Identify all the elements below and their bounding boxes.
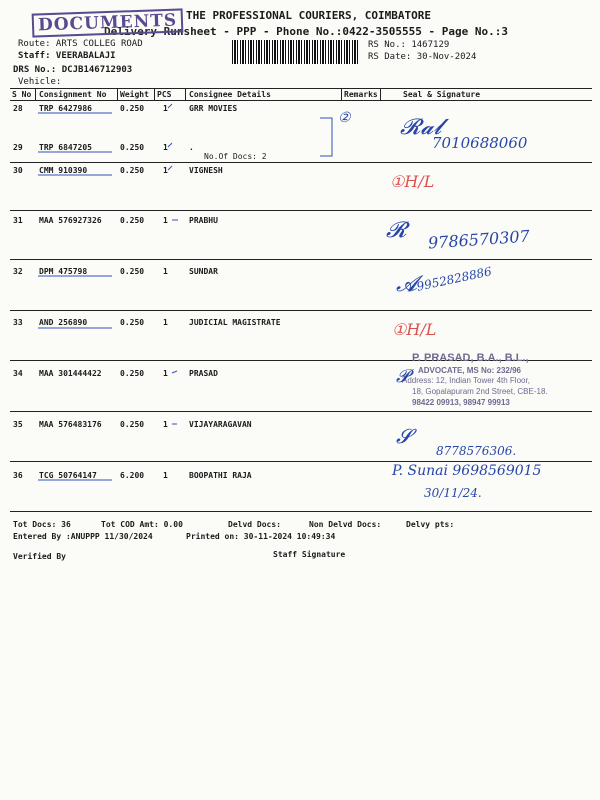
route-label: Route: ARTS COLLEG ROAD bbox=[18, 39, 143, 49]
lawyer-phones: 98422 09913, 98947 99913 bbox=[412, 398, 510, 407]
delvy-pts: Delvy pts: bbox=[406, 520, 455, 529]
verified-by: Verified By bbox=[13, 552, 66, 561]
signature-36: P. Sunai 9698569015 bbox=[392, 463, 542, 479]
row-sno: 34 bbox=[13, 369, 23, 378]
tot-docs: Tot Docs: 36 bbox=[13, 520, 71, 529]
row-pcs: 1 bbox=[163, 420, 168, 429]
phone-32: 9952828886 bbox=[415, 264, 493, 294]
row-consignment: TRP 6427986 bbox=[39, 104, 92, 113]
phone-31: 9786570307 bbox=[427, 226, 531, 253]
row-pcs: 1 bbox=[163, 216, 168, 225]
row-weight: 0.250 bbox=[120, 420, 145, 429]
col-seal: Seal & Signature bbox=[403, 90, 481, 99]
row-pcs: 1 bbox=[163, 318, 168, 327]
row-consignment: TRP 6847205 bbox=[39, 143, 92, 152]
lawyer-address-1: Address: 12, Indian Tower 4th Floor, bbox=[402, 376, 530, 385]
row-consignee: GRR MOVIES bbox=[189, 104, 238, 113]
row-pcs: 1 bbox=[163, 471, 168, 480]
row-consignee: SUNDAR bbox=[189, 267, 218, 276]
row-consignment: AND 256890 bbox=[39, 318, 88, 327]
vehicle-label: Vehicle: bbox=[18, 77, 62, 87]
documents-stamp: DOCUMENTS bbox=[32, 8, 184, 37]
hl-mark-30: ①H/L bbox=[390, 172, 435, 191]
row-consignment: MAA 576483176 bbox=[39, 420, 102, 429]
row-pcs: 1 bbox=[163, 369, 168, 378]
row-weight: 6.200 bbox=[120, 471, 145, 480]
rs-number: RS No.: 1467129 bbox=[368, 40, 450, 50]
remark-circle-mark: ② bbox=[338, 110, 351, 126]
row-sno: 30 bbox=[13, 166, 23, 175]
staff-signature: Staff Signature bbox=[273, 550, 346, 559]
phone-35: 8778576306. bbox=[436, 444, 517, 458]
row-consignee: BOOPATHI RAJA bbox=[189, 471, 252, 480]
drs-number: DRS No.: DCJB146712903 bbox=[13, 65, 133, 75]
row-sno: 35 bbox=[13, 420, 23, 429]
lawyer-title: ADVOCATE, MS No: 232/96 bbox=[418, 366, 521, 375]
row-weight: 0.250 bbox=[120, 143, 145, 152]
col-sno: S No bbox=[12, 90, 32, 99]
row-sno: 31 bbox=[13, 216, 23, 225]
row-consignment: DPM 475798 bbox=[39, 267, 88, 276]
date-36: 30/11/24. bbox=[424, 486, 482, 500]
row-pcs: 1 bbox=[163, 104, 168, 113]
row-consignment: MAA 576927326 bbox=[39, 216, 102, 225]
staff-label: Staff: VEERABALAJI bbox=[18, 51, 116, 61]
col-weight: Weight bbox=[120, 90, 149, 99]
bracket-mark bbox=[320, 118, 332, 156]
company-name: THE PROFESSIONAL COURIERS, COIMBATORE bbox=[186, 9, 432, 22]
row-weight: 0.250 bbox=[120, 318, 145, 327]
printed-on: Printed on: 30-11-2024 10:49:34 bbox=[186, 532, 336, 541]
col-remarks: Remarks bbox=[344, 90, 378, 99]
row-consignee: PRABHU bbox=[189, 216, 218, 225]
phone-28: 7010688060 bbox=[432, 134, 528, 152]
docs-count-note: No.Of Docs: 2 bbox=[204, 152, 267, 161]
signature-35: 𝓢 bbox=[396, 424, 412, 448]
lawyer-name: P. PRASAD, B.A., B.L., bbox=[412, 352, 529, 364]
rs-date: RS Date: 30-Nov-2024 bbox=[368, 52, 477, 62]
row-weight: 0.250 bbox=[120, 104, 145, 113]
row-sno: 28 bbox=[13, 104, 23, 113]
row-weight: 0.250 bbox=[120, 369, 145, 378]
signature-28: 𝓡𝓪𝓵 bbox=[400, 115, 442, 140]
col-consignee: Consignee Details bbox=[189, 90, 271, 99]
row-consignee: VIGNESH bbox=[189, 166, 223, 175]
row-pcs: 1 bbox=[163, 143, 168, 152]
row-consignee: . bbox=[189, 143, 194, 152]
row-pcs: 1 bbox=[163, 166, 168, 175]
delvd-docs: Delvd Docs: bbox=[228, 520, 281, 529]
entered-by: Entered By :ANUPPP 11/30/2024 bbox=[13, 532, 153, 541]
lawyer-address-2: 18, Gopalapuram 2nd Street, CBE-18. bbox=[412, 387, 548, 396]
signature-31: 𝓡 bbox=[386, 218, 407, 243]
signature-32: 𝓐 bbox=[396, 272, 418, 297]
signature-34: 𝓟 bbox=[396, 366, 409, 387]
row-sno: 33 bbox=[13, 318, 23, 327]
tick-mark bbox=[168, 166, 172, 170]
row-sno: 32 bbox=[13, 267, 23, 276]
dash-mark bbox=[172, 371, 177, 373]
row-pcs: 1 bbox=[163, 267, 168, 276]
row-consignment: CMM 910390 bbox=[39, 166, 88, 175]
col-consignment: Consignment No bbox=[39, 90, 107, 99]
non-delvd-docs: Non Delvd Docs: bbox=[309, 520, 382, 529]
row-sno: 36 bbox=[13, 471, 23, 480]
runsheet-title: Delivery Runsheet - PPP - Phone No.:0422-3505555 - Page No.:3 bbox=[104, 25, 508, 38]
tick-mark bbox=[168, 104, 172, 108]
row-consignee: PRASAD bbox=[189, 369, 218, 378]
tot-cod: Tot COD Amt: 0.00 bbox=[101, 520, 183, 529]
hl-mark-33: ①H/L bbox=[392, 320, 437, 339]
row-sno: 29 bbox=[13, 143, 23, 152]
row-consignee: JUDICIAL MAGISTRATE bbox=[189, 318, 281, 327]
row-weight: 0.250 bbox=[120, 166, 145, 175]
row-weight: 0.250 bbox=[120, 216, 145, 225]
row-weight: 0.250 bbox=[120, 267, 145, 276]
col-pcs: PCS bbox=[157, 90, 172, 99]
row-consignee: VIJAYARAGAVAN bbox=[189, 420, 252, 429]
row-consignment: MAA 301444422 bbox=[39, 369, 102, 378]
tick-mark bbox=[168, 143, 172, 147]
row-consignment: TCG 50764147 bbox=[39, 471, 97, 480]
